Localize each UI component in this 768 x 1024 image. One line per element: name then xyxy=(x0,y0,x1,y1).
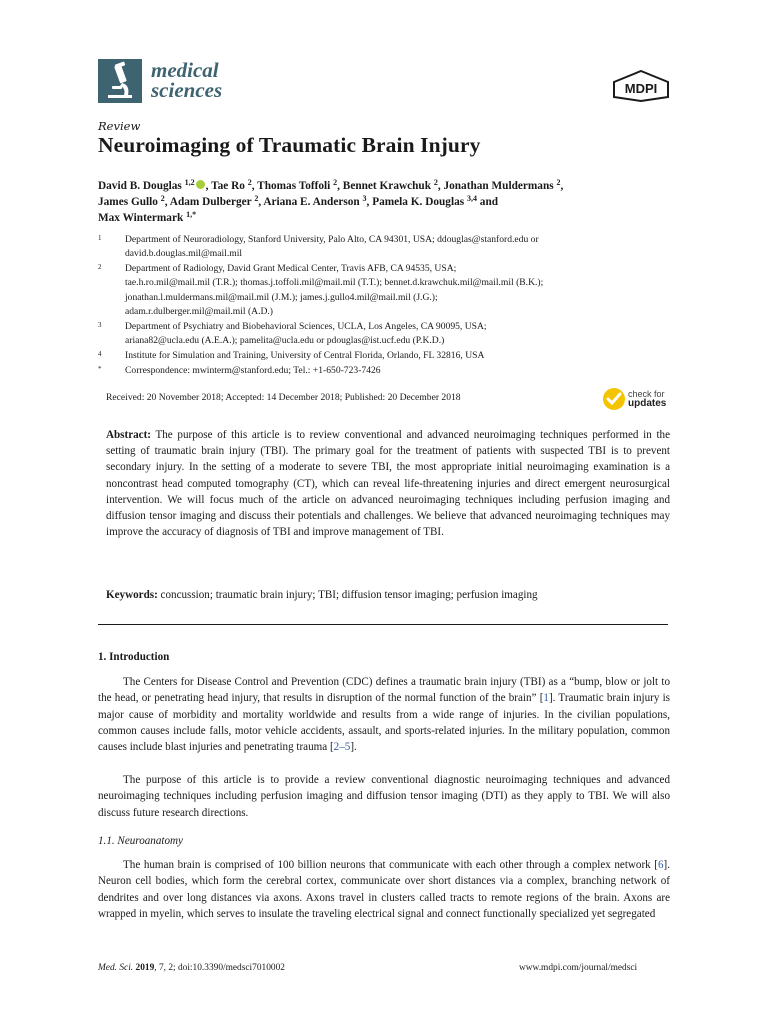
affiliation-line: Department of Radiology, David Grant Medical Center, Travis AFB, CA 94535, USA; xyxy=(125,263,457,274)
author-affiliation-marker: 2 xyxy=(556,178,561,187)
neuro-p1-text-a: The human brain is comprised of 100 billion neurons that communicate with each other through a complex network [ xyxy=(123,859,658,871)
abstract-label: Abstract: xyxy=(106,429,151,441)
affiliation-line: adam.r.dulberger.mil@mail.mil (A.D.) xyxy=(125,306,274,318)
author-name: Pamela K. Douglas xyxy=(372,196,465,208)
affiliation-4 xyxy=(98,349,678,363)
article-type: Review xyxy=(98,119,141,133)
affiliation-text xyxy=(125,320,678,349)
subsection-heading-neuroanatomy: 1.1. Neuroanatomy xyxy=(98,835,183,847)
journal-name-line2: sciences xyxy=(151,78,223,102)
author-separator: and xyxy=(476,196,499,208)
keywords-label: Keywords: xyxy=(106,589,158,601)
affiliation-text xyxy=(125,364,678,378)
author-affiliation-marker: 2 xyxy=(254,194,259,203)
author-name: Thomas Toffoli xyxy=(257,180,331,192)
author-name: Bennet Krawchuk xyxy=(342,180,431,192)
affiliation-line: jonathan.l.muldermans.mil@mail.mil (J.M.); james.j.gullo4.mil@mail.mil (J.G.); xyxy=(125,291,438,303)
affiliation-line: david.b.douglas.mil@mail.mil xyxy=(125,248,243,260)
author-name: Max Wintermark xyxy=(98,212,184,224)
affiliation-line: tae.h.ro.mil@mail.mil (T.R.); thomas.j.toffoli.mil@mail.mil (T.T.); bennet.d.krawchuk.mil@mail.mil (B.K.); xyxy=(125,277,544,289)
intro-p1-text-b: ]. Traumatic brain injury is major cause of morbidity and mortality worldwide and results from a wide range of injuries. In the civilian populations, common causes include falls, motor vehicle accidents, assault, and sports-related injuries. In the military population, common causes include blast injuries and penetrating trauma [ xyxy=(98,692,670,754)
author-separator: , xyxy=(251,180,258,192)
mdpi-logo xyxy=(611,70,671,106)
author-name: David B. Douglas xyxy=(98,180,182,192)
author-affiliation-marker: 2 xyxy=(433,178,438,187)
affiliation-3 xyxy=(98,320,678,349)
footer-doi: , 7, 2; doi:10.3390/medsci7010002 xyxy=(154,963,285,973)
author-name: Ariana E. Anderson xyxy=(263,196,360,208)
citation-link[interactable]: 1 xyxy=(543,692,549,705)
footer-journal: Med. Sci. xyxy=(98,963,134,973)
neuro-p1-text-b: ]. Neuron cell bodies, which form the cerebral cortex, communicate over short distances via a complex, branching network of dendrites and over long distances via axons. Axons travel in clusters called tracts to remote regions of the brain. Axons are wrapped in myelin, which serves to insulate the traveling electrical signal and connect functionally specialized yet segregated xyxy=(98,859,670,920)
check-updates-label[interactable] xyxy=(628,389,666,409)
author-name: James Gullo xyxy=(98,196,158,208)
keywords-text: concussion; traumatic brain injury; TBI; diffusion tensor imaging; perfusion imaging xyxy=(160,589,538,601)
author-separator: , xyxy=(258,196,264,208)
intro-p1-text-c: ]. xyxy=(350,741,357,754)
check-updates-line1: check for xyxy=(628,389,665,399)
author-name: Jonathan Muldermans xyxy=(443,180,554,192)
affiliation-2 xyxy=(98,262,678,320)
keywords xyxy=(106,589,670,601)
section-heading-introduction: 1. Introduction xyxy=(98,651,170,663)
affiliation-number: 3 xyxy=(98,321,102,329)
neuroanatomy-paragraph xyxy=(98,857,670,922)
affiliation-line: Department of Psychiatry and Biobehavioral Sciences, UCLA, Los Angeles, CA 90095, USA; xyxy=(125,321,487,332)
affiliation-number: 2 xyxy=(98,263,102,271)
author-separator: , xyxy=(164,196,170,208)
author-name: Adam Dulberger xyxy=(169,196,252,208)
author-list xyxy=(98,178,678,226)
affiliation-line: Institute for Simulation and Training, University of Central Florida, Orlando, FL 32816, USA xyxy=(125,350,485,361)
affiliation-line: Department of Neuroradiology, Stanford University, Palo Alto, CA 94301, USA; ddouglas@stanford.edu or xyxy=(125,234,539,245)
affiliation-1 xyxy=(98,233,678,262)
author-affiliation-marker: 1,* xyxy=(186,210,197,219)
publication-dates: Received: 20 November 2018; Accepted: 14 December 2018; Published: 20 December 2018 xyxy=(106,392,461,403)
affiliation-line: Correspondence: mwinterm@stanford.edu; Tel.: +1-650-723-7426 xyxy=(125,365,381,376)
check-updates-line2: updates xyxy=(628,398,667,409)
author-separator: , xyxy=(437,180,444,192)
check-updates-icon xyxy=(602,387,626,411)
intro-p1-text-a: The Centers for Disease Control and Prevention (CDC) defines a traumatic brain injury (TBI) as a “bump, blow or jolt to the head, or penetrating head injury, that results in disruption of the normal function of the brain” [ xyxy=(98,676,670,705)
citation-link[interactable]: 6 xyxy=(657,859,664,871)
author-affiliation-marker: 3 xyxy=(362,194,367,203)
affiliation-text xyxy=(125,233,678,262)
abstract xyxy=(106,427,670,540)
author-affiliation-marker: 3,4 xyxy=(466,194,477,203)
affiliation-5 xyxy=(98,364,678,378)
journal-logo xyxy=(98,59,142,103)
footer-year: 2019 xyxy=(135,963,155,973)
affiliation-number: * xyxy=(98,365,102,373)
journal-name xyxy=(151,60,222,100)
affiliation-number: 4 xyxy=(98,350,102,358)
footer-citation xyxy=(98,963,285,973)
intro-paragraph-1 xyxy=(98,674,670,755)
affiliation-text xyxy=(125,349,678,363)
orcid-icon[interactable] xyxy=(196,180,205,189)
publisher-name: MDPI xyxy=(624,81,658,96)
author-affiliation-marker: 1,2 xyxy=(184,178,195,187)
author-affiliation-marker: 2 xyxy=(333,178,338,187)
check-for-updates-badge[interactable] xyxy=(602,387,626,415)
affiliation-number: 1 xyxy=(98,234,102,242)
citation-link[interactable]: 2–5 xyxy=(333,741,351,754)
intro-paragraph-2: The purpose of this article is to provide a review conventional diagnostic neuroimaging techniques and advanced neuroimaging techniques including perfusion imaging and diffusion tensor imaging (DTI) as they apply to TBI. We will also discuss future research directions. xyxy=(98,774,670,819)
article-title: Neuroimaging of Traumatic Brain Injury xyxy=(98,133,481,157)
section-divider xyxy=(98,624,668,625)
author-separator: , xyxy=(205,180,212,192)
author-affiliation-marker: 2 xyxy=(247,178,252,187)
abstract-text: The purpose of this article is to review conventional and advanced neuroimaging techniques performed in the setting of traumatic brain injury (TBI). The primary goal for the treatment of patients with suspected TBI is to prevent secondary injury. In the setting of a moderate to severe TBI, the most appropriate initial neuroimaging examination is a noncontrast head computed tomography (CT), which can reveal life-threatening injuries and direct emergent neurosurgical intervention. We will focus much of the article on advanced neuroimaging techniques including perfusion imaging and diffusion tensor imaging and discuss their potentials and challenges. We believe that advanced neuroimaging techniques may improve the accuracy of diagnosis of TBI and improve management of TBI. xyxy=(106,429,671,539)
author-name: Tae Ro xyxy=(211,180,245,192)
author-separator: , xyxy=(366,196,373,208)
author-affiliation-marker: 2 xyxy=(160,194,165,203)
journal-name-line1: medical xyxy=(151,58,219,82)
affiliation-text xyxy=(125,262,678,320)
footer-url[interactable]: www.mdpi.com/journal/medsci xyxy=(519,963,638,973)
author-separator: , xyxy=(337,180,343,192)
affiliation-line: ariana82@ucla.edu (A.E.A.); pamelita@ucla.edu or pdouglas@ist.ucf.edu (P.K.D.) xyxy=(125,335,445,347)
microscope-icon xyxy=(98,59,142,103)
author-separator: , xyxy=(560,180,564,192)
